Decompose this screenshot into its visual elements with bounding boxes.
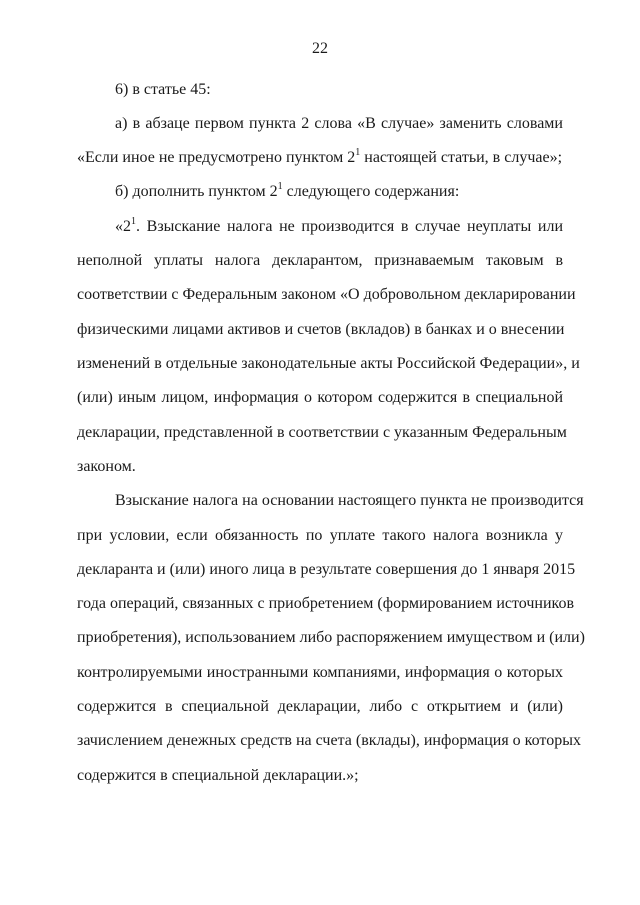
text-line xyxy=(115,217,563,237)
text-line: года операций, связанных с приобретением (формированием источников xyxy=(77,595,575,612)
text-line: контролируемыми иностранными компаниями, информация о которых xyxy=(77,664,563,681)
text-fragment: б) дополнить пунктом 2 xyxy=(115,183,278,200)
text-line: неполной уплаты налога декларантом, признаваемым таковым в xyxy=(77,252,563,269)
text-line: (или) иным лицом, информация о котором содержится в специальной xyxy=(77,389,563,406)
text-line: законом. xyxy=(77,458,136,475)
text-line xyxy=(115,182,563,202)
text-line: а) в абзаце первом пункта 2 слова «В случае» заменить словами xyxy=(115,115,563,132)
text-fragment: настоящей статьи, в случае»; xyxy=(360,149,563,166)
text-line: соответствии с Федеральным законом «О добровольном декларировании xyxy=(77,286,576,303)
text-line: содержится в специальной декларации, либо с открытием и (или) xyxy=(77,698,563,715)
text-fragment: следующего содержания: xyxy=(282,183,460,200)
text-line: декларанта и (или) иного лица в результате совершения до 1 января 2015 xyxy=(77,561,576,578)
text-line: зачислением денежных средств на счета (вклады), информация о которых xyxy=(77,732,581,749)
text-line: приобретения), использованием либо распоряжением имуществом и (или) xyxy=(77,629,585,646)
text-line: Взыскание налога на основании настоящего пункта не производится xyxy=(115,492,584,509)
superscript: 1 xyxy=(277,180,283,192)
text-fragment: «2 xyxy=(115,218,131,235)
text-line: содержится в специальной декларации.»; xyxy=(77,767,359,784)
superscript: 1 xyxy=(355,146,361,158)
text-line: декларации, представленной в соответствии с указанным Федеральным xyxy=(77,424,567,441)
text-line xyxy=(77,148,563,168)
text-line: физическими лицами активов и счетов (вкладов) в банках и о внесении xyxy=(77,321,565,338)
text-fragment: «Если иное не предусмотрено пунктом 2 xyxy=(77,149,356,166)
text-line: 6) в статье 45: xyxy=(115,81,211,98)
superscript: 1 xyxy=(131,215,136,227)
text-line: изменений в отдельные законодательные акты Российской Федерации», и xyxy=(77,355,580,372)
page-number: 22 xyxy=(312,40,328,57)
text-fragment: . Взыскание налога не производится в случае неуплаты или xyxy=(136,218,563,235)
text-line: при условии, если обязанность по уплате такого налога возникла у xyxy=(77,527,563,544)
